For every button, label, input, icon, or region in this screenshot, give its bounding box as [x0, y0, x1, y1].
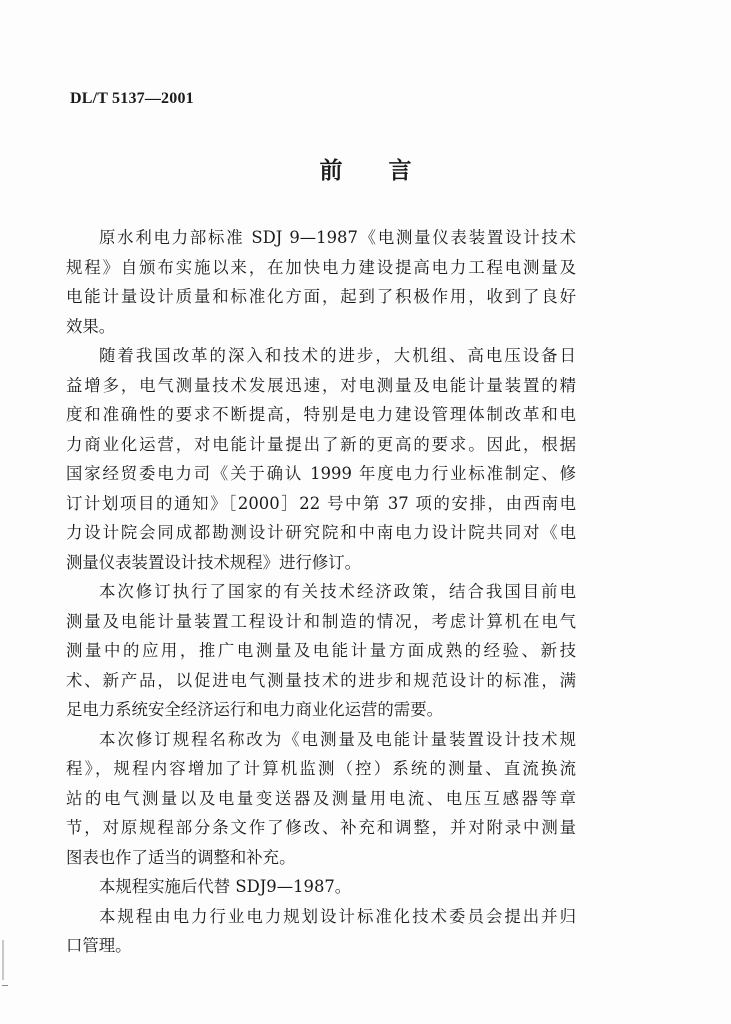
paragraph-6 — [66, 902, 576, 961]
paragraph-1 — [66, 223, 576, 341]
paragraph-3 — [66, 577, 576, 725]
text-line: 术、新产品，以促进电气测量技术的进步和规范设计的标准，满 — [66, 670, 576, 690]
text-line: 本规程由电力行业电力规划设计标准化技术委员会提出并归 — [99, 906, 576, 926]
text-line: 规程》自颁布实施以来，在加快电力建设提高电力工程电测量及 — [66, 257, 576, 277]
text-line: 随着我国改革的深入和技术的进步，大机组、高电压设备日 — [99, 346, 576, 365]
paragraph-5 — [66, 872, 576, 902]
text-line: 站的电气测量以及电量变送器及测量用电流、电压互感器等章 — [66, 788, 576, 808]
text-line: 节，对原规程部分条文作了修改、补充和调整，并对附录中测量 — [66, 818, 576, 837]
text-line: 本规程实施后代替 SDJ9—1987。 — [99, 877, 352, 896]
scan-margin-mark — [2, 940, 4, 980]
text-line: 订计划项目的通知》［2000］22 号中第 37 项的安排，由西南电 — [66, 493, 576, 513]
text-line: 原水利电力部标准 SDJ 9—1987《电测量仪表装置设计技术 — [99, 228, 576, 247]
body-text — [66, 223, 576, 961]
text-line: 口管理。 — [66, 936, 132, 955]
text-line: 测量仪表装置设计技术规程》进行修订。 — [66, 552, 362, 572]
text-line: 测量及电能计量装置工程设计和制造的情况，考虑计算机在电气 — [66, 611, 576, 631]
text-line: 本次修订执行了国家的有关技术经济政策，结合我国目前电 — [99, 582, 576, 601]
text-line: 力设计院会同成都勘测设计研究院和中南电力设计院共同对《电 — [66, 523, 576, 542]
text-line: 度和准确性的要求不断提高，特别是电力建设管理体制改革和电 — [66, 405, 576, 424]
text-line: 电能计量设计质量和标准化方面，起到了积极作用，收到了良好 — [66, 287, 576, 306]
text-line: 本次修订规程名称改为《电测量及电能计量装置设计技术规 — [99, 729, 576, 749]
text-line: 国家经贸委电力司《关于确认 1999 年度电力行业标准制定、修 — [66, 464, 576, 483]
paragraph-4 — [66, 725, 576, 873]
text-line: 图表也作了适当的调整和补充。 — [66, 847, 296, 867]
text-line: 益增多，电气测量技术发展迅速，对电测量及电能计量装置的精 — [66, 375, 576, 395]
page-title: 前言 — [319, 157, 458, 184]
paragraph-2 — [66, 341, 576, 577]
text-line: 测量中的应用，推广电测量及电能计量方面成熟的经验、新技 — [66, 641, 576, 660]
standard-code: DL/T 5137—2001 — [70, 90, 194, 107]
text-line: 效果。 — [66, 316, 116, 336]
text-line: 程》，规程内容增加了计算机监测（控）系统的测量、直流换流 — [66, 759, 576, 778]
text-line: 足电力系统安全经济运行和电力商业化运营的需要。 — [66, 700, 443, 719]
scan-margin-tick — [2, 985, 8, 986]
text-line: 力商业化运营，对电能计量提出了新的更高的要求。因此，根据 — [66, 434, 576, 454]
